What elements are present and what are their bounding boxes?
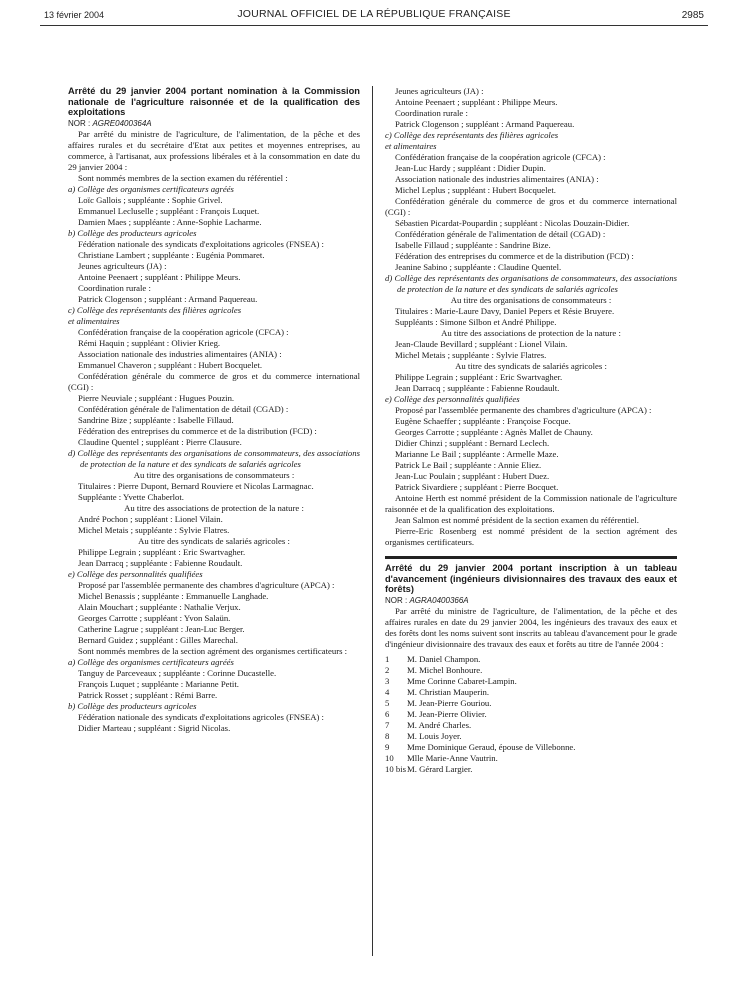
list-item: Jean-Luc Hardy ; suppléant : Didier Dupin.	[395, 163, 546, 173]
subsection-label: Au titre des syndicats de salariés agricoles :	[455, 361, 607, 371]
decree-title: Arrêté du 29 janvier 2004 portant nomination à la Commission nationale de l'agriculture raisonnée et de la qualification des exploitations	[68, 86, 360, 117]
list-item: Antoine Herth est nommé président de la Commission nationale de l'agriculture raisonnée et de la qualification des exploitations.	[385, 493, 677, 514]
rank-number: 3	[385, 675, 390, 686]
rank-number: 5	[385, 697, 390, 708]
list-item: Confédération générale du commerce de gros et du commerce international (CGI) :	[68, 370, 360, 392]
college-heading: b) Collège des producteurs agricoles	[68, 227, 197, 238]
list-item: Association nationale des industries alimentaires (ANIA) :	[395, 174, 599, 184]
name-list	[385, 86, 677, 130]
rank-number: 8	[385, 730, 390, 741]
name-list	[385, 339, 677, 361]
rank-number: 10	[385, 752, 394, 763]
college-heading: d) Collège des représentants des organisations de consommateurs, des associations de protection de la nature et des syndicats de salariés agricoles	[385, 273, 677, 294]
list-item: Tanguy de Parceveaux ; suppléante : Corinne Ducastelle.	[78, 667, 277, 678]
header-journal-title: JOURNAL OFFICIEL DE LA RÉPUBLIQUE FRANÇAISE	[237, 8, 511, 20]
member-line: Titulaires : Pierre Dupont, Bernard Rouviere et Nicolas Larmagnac.	[78, 480, 314, 491]
intro-paragraph: Par arrêté du ministre de l'agriculture, de l'alimentation, de la pêche et des affaires rurales et du secrétaire d'Etat aux petites et moyennes entreprises, au commerce, à l'artisanat, aux professions libérales et à la consommation en date du 29 janvier 2004 :	[68, 128, 360, 172]
name-list	[68, 272, 360, 283]
name-list	[68, 294, 360, 305]
name-list	[385, 152, 677, 273]
rank-name: Mme Corinne Cabaret-Lampin.	[407, 675, 517, 686]
college-heading: a) Collège des organismes certificateurs agréés	[68, 183, 234, 194]
subsection-label: Au titre des organisations de consommateurs :	[450, 295, 612, 305]
list-item: Jean-Claude Bevillard ; suppléant : Lionel Vilain.	[395, 339, 568, 349]
college-heading: c) Collège des représentants des filières agricoles et alimentaires	[385, 130, 559, 151]
decree-2	[385, 556, 677, 775]
list-item: Isabelle Fillaud ; suppléante : Sandrine Bize.	[395, 240, 551, 250]
list-item: Confédération générale du commerce de gros et du commerce international (CGI) :	[385, 196, 677, 217]
rank-name: M. André Charles.	[407, 719, 472, 730]
list-item: Emmanuel Chaveron ; suppléant : Hubert Bocquelet.	[78, 359, 263, 370]
list-item: Catherine Lagrue ; suppléant : Jean-Luc Berger.	[78, 623, 245, 634]
left-column	[68, 86, 360, 734]
decree-title: Arrêté du 29 janvier 2004 portant inscription à un tableau d'avancement (ingénieurs divisionnaires des travaux des eaux et forêts)	[385, 563, 677, 594]
header-rule	[40, 25, 708, 26]
name-list	[68, 327, 360, 448]
closing-paragraphs	[385, 493, 677, 548]
name-list	[68, 250, 360, 261]
name-list	[68, 547, 360, 569]
name-list	[385, 372, 677, 394]
rank-row	[385, 720, 677, 731]
member-line: Suppléante : Yvette Chaberlot.	[78, 491, 184, 502]
list-item: Didier Chinzi ; suppléant : Bernard Leclech.	[395, 438, 550, 448]
list-item: Marianne Le Bail ; suppléante : Armelle Maze.	[395, 449, 559, 459]
rank-name: M. Michel Bonhoure.	[407, 664, 483, 675]
nor-reference: NOR : AGRE0400364A	[68, 118, 152, 128]
rank-name: Mlle Marie-Anne Vautrin.	[407, 752, 498, 763]
list-item: Jean Darracq ; suppléante : Fabienne Roudault.	[78, 557, 243, 568]
list-item: Claudine Quentel ; suppléant : Pierre Clausure.	[78, 436, 242, 447]
name-list	[68, 514, 360, 536]
intro-paragraph: Par arrêté du ministre de l'agriculture, de l'alimentation, de la pêche et des affaires rurales en date du 29 janvier 2004, les ingénieurs des travaux des eaux et des forêts dont les noms suivent sont inscrits au tableau d'avancement pour le grade d'ingénieur divisionnaire des travaux des eaux et forêts au titre de l'année 2004 :	[385, 605, 677, 649]
rank-name: M. Christian Mauperin.	[407, 686, 490, 697]
rank-name: M. Louis Joyer.	[407, 730, 462, 741]
list-item: Sandrine Bize ; suppléante : Isabelle Fillaud.	[78, 414, 234, 425]
page-header	[40, 4, 708, 24]
list-item: Jean Salmon est nommé président de la section examen du référentiel.	[395, 515, 639, 525]
rank-row	[385, 764, 677, 775]
list-item: Confédération française de la coopération agricole (CFCA) :	[395, 152, 606, 162]
college-heading: a) Collège des organismes certificateurs agréés	[68, 656, 234, 667]
list-item: Patrick Clogenson ; suppléant : Armand Paquereau.	[78, 293, 258, 304]
rank-name: M. Daniel Champon.	[407, 653, 481, 664]
list-item: Jeanine Sabino ; suppléante : Claudine Quentel.	[395, 262, 562, 272]
subsection-label: Au titre des associations de protection de la nature :	[441, 328, 621, 338]
organisation-label: Fédération nationale des syndicats d'exploitations agricoles (FNSEA) :	[78, 238, 324, 249]
list-item: Patrick Sivardiere ; suppléant : Pierre Bocquet.	[395, 482, 559, 492]
list-item: Emmanuel Lecluselle ; suppléant : François Luquet.	[78, 205, 260, 216]
list-item: Pierre-Eric Rosenberg est nommé président de la section agrément des organismes certificateurs.	[385, 526, 677, 547]
rank-name: M. Jean-Pierre Olivier.	[407, 708, 487, 719]
name-list	[68, 195, 360, 228]
list-item: Association nationale des industries alimentaires (ANIA) :	[78, 348, 282, 359]
list-item: Philippe Legrain ; suppléant : Eric Swartvagher.	[395, 372, 563, 382]
list-item: Fédération des entreprises du commerce et de la distribution (FCD) :	[78, 425, 317, 436]
rank-number: 7	[385, 719, 390, 730]
organisation-label: Proposé par l'assemblée permanente des chambres d'agriculture (APCA) :	[78, 579, 335, 590]
member-line: Suppléants : Simone Silbon et André Philippe.	[395, 317, 557, 327]
list-item: Alain Mouchart ; suppléante : Nathalie Verjux.	[78, 601, 241, 612]
college-heading: e) Collège des personnalités qualifiées	[385, 394, 520, 404]
list-item: Jeunes agriculteurs (JA) :	[395, 86, 484, 96]
rank-row	[385, 753, 677, 764]
rank-row	[385, 742, 677, 753]
list-item: Rémi Haquin ; suppléant : Olivier Krieg.	[78, 337, 221, 348]
rank-name: M. Jean-Pierre Gouriou.	[407, 697, 492, 708]
rank-row	[385, 698, 677, 709]
rank-list	[385, 654, 677, 775]
list-item: Damien Maes ; suppléante : Anne-Sophie Lacharme.	[78, 216, 262, 227]
list-item: Patrick Le Bail ; suppléante : Annie Eliez.	[395, 460, 542, 470]
rank-number: 6	[385, 708, 390, 719]
right-column	[385, 86, 677, 775]
rank-row	[385, 676, 677, 687]
list-item: Antoine Peenaert ; suppléant : Philippe Meurs.	[78, 271, 241, 282]
rank-number: 2	[385, 664, 390, 675]
header-page-number: 2985	[681, 10, 704, 21]
subsection-label: Au titre des syndicats de salariés agricoles :	[138, 535, 290, 546]
rank-number: 9	[385, 741, 390, 752]
header-date: 13 février 2004	[44, 10, 105, 20]
list-item: Georges Carrotte ; suppléant : Yvon Salaün.	[78, 612, 231, 623]
list-item: Georges Carrotte ; suppléante : Agnès Mallet de Chauny.	[395, 427, 593, 437]
list-item: André Pochon ; suppléant : Lionel Vilain.	[78, 513, 223, 524]
rank-number: 1	[385, 653, 390, 664]
list-item: Philippe Legrain ; suppléant : Eric Swartvagher.	[78, 546, 246, 557]
subsection-label: Au titre des organisations de consommateurs :	[133, 469, 295, 480]
intro-paragraph-2: Sont nommés membres de la section examen du référentiel :	[78, 172, 288, 183]
list-item: Michel Leplus ; suppléant : Hubert Bocquelet.	[395, 185, 556, 195]
name-list	[68, 591, 360, 646]
rank-row	[385, 654, 677, 665]
list-item: Michel Metais ; suppléante : Sylvie Flatres.	[395, 350, 547, 360]
rank-row	[385, 709, 677, 720]
list-item: Loïc Gallois ; suppléante : Sophie Grivel.	[78, 194, 223, 205]
organisation-label: Jeunes agriculteurs (JA) :	[78, 260, 167, 271]
list-item: Eugène Schaeffer ; suppléante : Françoise Focque.	[395, 416, 571, 426]
list-item: Confédération générale de l'alimentation de détail (CGAD) :	[78, 403, 289, 414]
list-item: Fédération des entreprises du commerce et de la distribution (FCD) :	[395, 251, 634, 261]
list-item: Michel Benassis ; suppléante : Emmanuelle Langhade.	[78, 590, 269, 601]
organisation-label: Coordination rurale :	[78, 282, 151, 293]
list-item: François Luquet ; suppléante : Marianne Petit.	[78, 678, 239, 689]
name-list	[68, 668, 360, 701]
list-item: Michel Metais ; suppléante : Sylvie Flatres.	[78, 524, 230, 535]
list-item: Jean Darracq ; suppléante : Fabienne Roudault.	[395, 383, 560, 393]
organisation-label: Proposé par l'assemblée permanente des chambres d'agriculture (APCA) :	[395, 405, 652, 415]
college-heading: d) Collège des représentants des organisations de consommateurs, des associations de protection de la nature et des syndicats de salariés agricoles	[68, 447, 360, 469]
rank-number: 4	[385, 686, 390, 697]
rank-row	[385, 687, 677, 698]
list-item: Coordination rurale :	[395, 108, 468, 118]
rank-name: Mme Dominique Geraud, épouse de Villebonne.	[407, 741, 576, 752]
organisation-label: Fédération nationale des syndicats d'exploitations agricoles (FNSEA) :	[78, 711, 324, 722]
list-item: Confédération française de la coopération agricole (CFCA) :	[78, 326, 289, 337]
rank-number: 10 bis	[385, 763, 406, 774]
list-item: Christiane Lambert ; suppléante : Eugénia Pommaret.	[78, 249, 265, 260]
list-item: Bernard Guidez ; suppléant : Gilles Marechal.	[78, 634, 238, 645]
rank-row	[385, 665, 677, 676]
name-list	[385, 416, 677, 493]
column-divider	[372, 86, 373, 956]
college-heading: c) Collège des représentants des filières agricoles et alimentaires	[68, 304, 242, 326]
name-list	[68, 723, 360, 734]
list-item: Confédération générale de l'alimentation de détail (CGAD) :	[395, 229, 606, 239]
rank-row	[385, 731, 677, 742]
list-item: Antoine Peenaert ; suppléant : Philippe Meurs.	[395, 97, 558, 107]
list-item: Patrick Rosset ; suppléant : Rémi Barre.	[78, 689, 218, 700]
list-item: Patrick Clogenson ; suppléant : Armand Paquereau.	[395, 119, 575, 129]
list-item: Pierre Neuviale ; suppléant : Hugues Pouzin.	[78, 392, 235, 403]
member-line: Titulaires : Marie-Laure Davy, Daniel Pepers et Résie Bruyere.	[395, 306, 615, 316]
nor-reference: NOR : AGRA0400366A	[385, 595, 469, 605]
rank-name: M. Gérard Largier.	[407, 763, 473, 774]
subsection-label: Au titre des associations de protection de la nature :	[124, 502, 304, 513]
list-item: Jean-Luc Poulain ; suppléant : Hubert Duez.	[395, 471, 550, 481]
college-heading: e) Collège des personnalités qualifiées	[68, 568, 203, 579]
list-item: Didier Marteau ; suppléant : Sigrid Nicolas.	[78, 722, 231, 733]
section-intro: Sont nommés membres de la section agrément des organismes certificateurs :	[78, 645, 348, 656]
list-item: Sébastien Picardat-Poupardin ; suppléant : Nicolas Douzain-Didier.	[395, 218, 630, 228]
college-heading: b) Collège des producteurs agricoles	[68, 700, 197, 711]
